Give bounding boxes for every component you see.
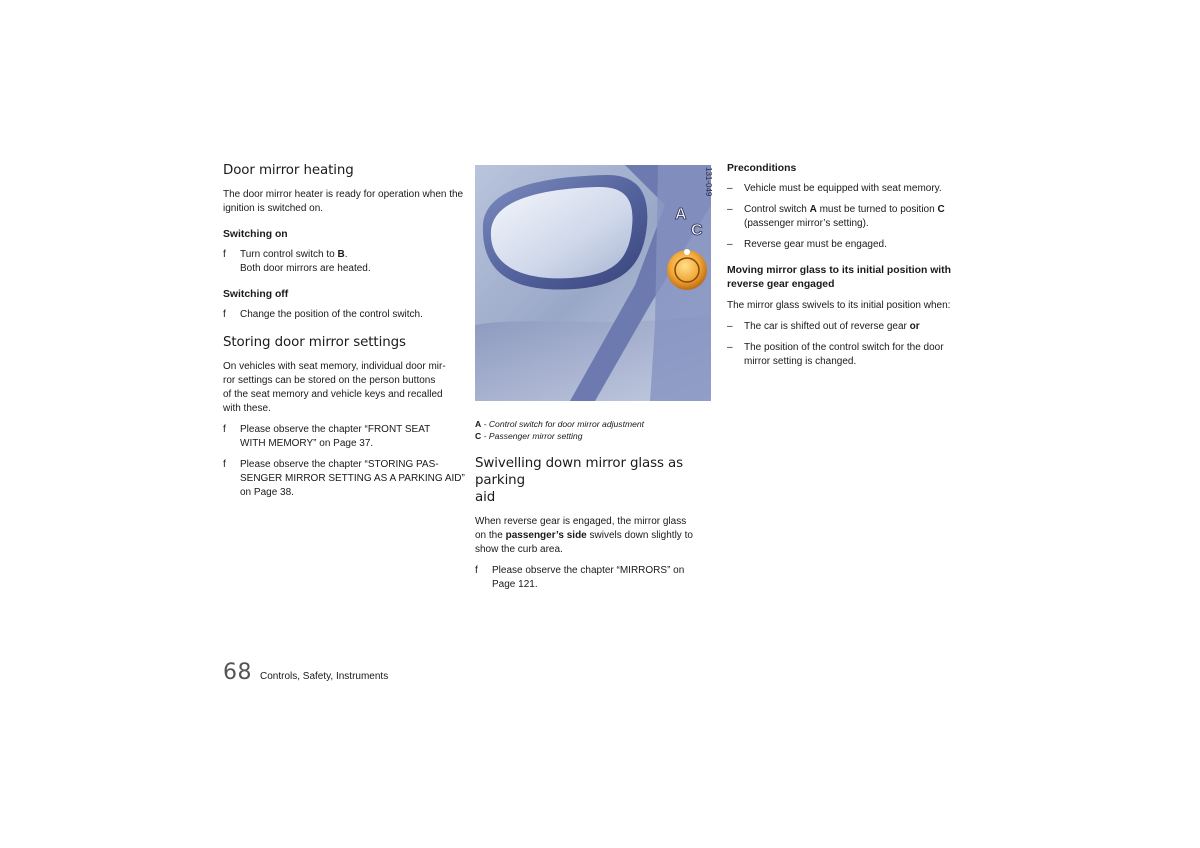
left-column <box>223 160 465 500</box>
storing-paragraph <box>223 360 465 416</box>
caption-key-c: C <box>475 431 482 441</box>
dash-marker: – <box>727 183 733 194</box>
caption-text-c: - Passenger mirror setting <box>481 431 583 441</box>
door-mirror-photo <box>475 165 711 401</box>
switching-on-step <box>223 248 465 276</box>
control-switch-knob <box>667 250 707 290</box>
bold-term: or <box>909 321 920 332</box>
bold-term: C <box>937 204 945 215</box>
text-line: on Page 38. <box>240 487 294 498</box>
text-line: (passenger mirror’s setting). <box>744 218 869 229</box>
heading-door-mirror-heating: Door mirror heating <box>223 163 354 178</box>
text-line: reverse gear engaged <box>727 279 835 290</box>
dash-marker: – <box>727 239 733 250</box>
reference-storing-passenger <box>223 458 465 500</box>
precondition-item <box>727 238 969 252</box>
step-text: Turn control switch to <box>240 249 338 260</box>
section-label: Controls, Safety, Instruments <box>260 671 389 682</box>
preconditions-title: Preconditions <box>727 163 797 174</box>
page-footer <box>223 660 388 685</box>
figure-label-a: A <box>675 206 687 223</box>
bullet-marker: f <box>223 459 226 470</box>
text-line: Please observe the chapter “STORING PAS- <box>240 459 439 470</box>
page-number: 68 <box>223 660 252 685</box>
condition-item <box>727 320 969 334</box>
dash-marker: – <box>727 342 733 353</box>
moving-mirror-intro: The mirror glass swivels to its initial position when: <box>727 300 951 311</box>
text-line: swivels down slightly to <box>586 530 693 541</box>
bullet-marker: f <box>223 309 226 320</box>
bullet-marker: f <box>223 249 226 260</box>
text-line: Control switch <box>744 204 810 215</box>
dash-marker: – <box>727 204 733 215</box>
text-line: The car is shifted out of reverse gear <box>744 321 910 332</box>
heading-swivelling-mirror <box>475 455 713 506</box>
text-line: show the curb area. <box>475 544 563 555</box>
caption-text-a: - Control switch for door mirror adjustment <box>481 419 645 429</box>
right-column <box>727 160 969 369</box>
heading-line: aid <box>475 490 496 505</box>
text-line: Reverse gear must be engaged. <box>744 239 887 250</box>
precondition-item <box>727 182 969 196</box>
switch-indicator <box>684 249 690 255</box>
switching-on-title: Switching on <box>223 229 288 240</box>
text-line: Please observe the chapter “FRONT SEAT <box>240 424 431 435</box>
text-line: SENGER MIRROR SETTING AS A PARKING AID” <box>240 473 465 484</box>
text-line: Please observe the chapter “MIRRORS” on <box>492 565 685 576</box>
condition-item <box>727 341 969 369</box>
figure-code: 131-049 <box>704 167 713 197</box>
caption-key-a: A <box>475 419 482 429</box>
text-line: must be turned to position <box>816 204 938 215</box>
bold-term: passenger’s side <box>505 530 587 541</box>
text-line: Vehicle must be equipped with seat memory. <box>744 183 942 194</box>
text-line: The position of the control switch for the door <box>744 342 944 353</box>
heading-line: Swivelling down mirror glass as parking <box>475 456 684 488</box>
text-line: When reverse gear is engaged, the mirror glass <box>475 516 687 527</box>
moving-mirror-title <box>727 264 969 292</box>
text-line: Page 121. <box>492 579 538 590</box>
bullet-marker: f <box>475 565 478 576</box>
text-line: with these. <box>223 403 271 414</box>
text-line: on the <box>475 530 506 541</box>
figure-label-c: C <box>691 222 703 239</box>
reference-front-seat <box>223 423 465 451</box>
text-line: of the seat memory and vehicle keys and recalled <box>223 389 443 400</box>
middle-column <box>475 160 713 592</box>
dash-marker: – <box>727 321 733 332</box>
figure-caption <box>475 418 713 442</box>
precondition-item <box>727 203 969 231</box>
text-line: On vehicles with seat memory, individual door mir- <box>223 361 446 372</box>
text-line: mirror setting is changed. <box>744 356 857 367</box>
switching-off-title: Switching off <box>223 289 289 300</box>
text-line: WITH MEMORY” on Page 37. <box>240 438 374 449</box>
reference-mirrors <box>475 564 713 592</box>
swivelling-paragraph <box>475 515 713 557</box>
bullet-marker: f <box>223 424 226 435</box>
text-line: ror settings can be stored on the person buttons <box>223 375 436 386</box>
heading-storing-settings: Storing door mirror settings <box>223 335 406 350</box>
step-result: Both door mirrors are heated. <box>240 263 371 274</box>
step-text: Change the position of the control switch. <box>240 309 423 320</box>
switching-off-step <box>223 308 465 322</box>
step-punct: . <box>344 249 348 260</box>
step-bold: B <box>337 249 345 260</box>
text-line: Moving mirror glass to its initial position with <box>727 265 951 276</box>
heating-intro: The door mirror heater is ready for operation when the ignition is switched on. <box>223 189 464 214</box>
bold-term: A <box>809 204 817 215</box>
